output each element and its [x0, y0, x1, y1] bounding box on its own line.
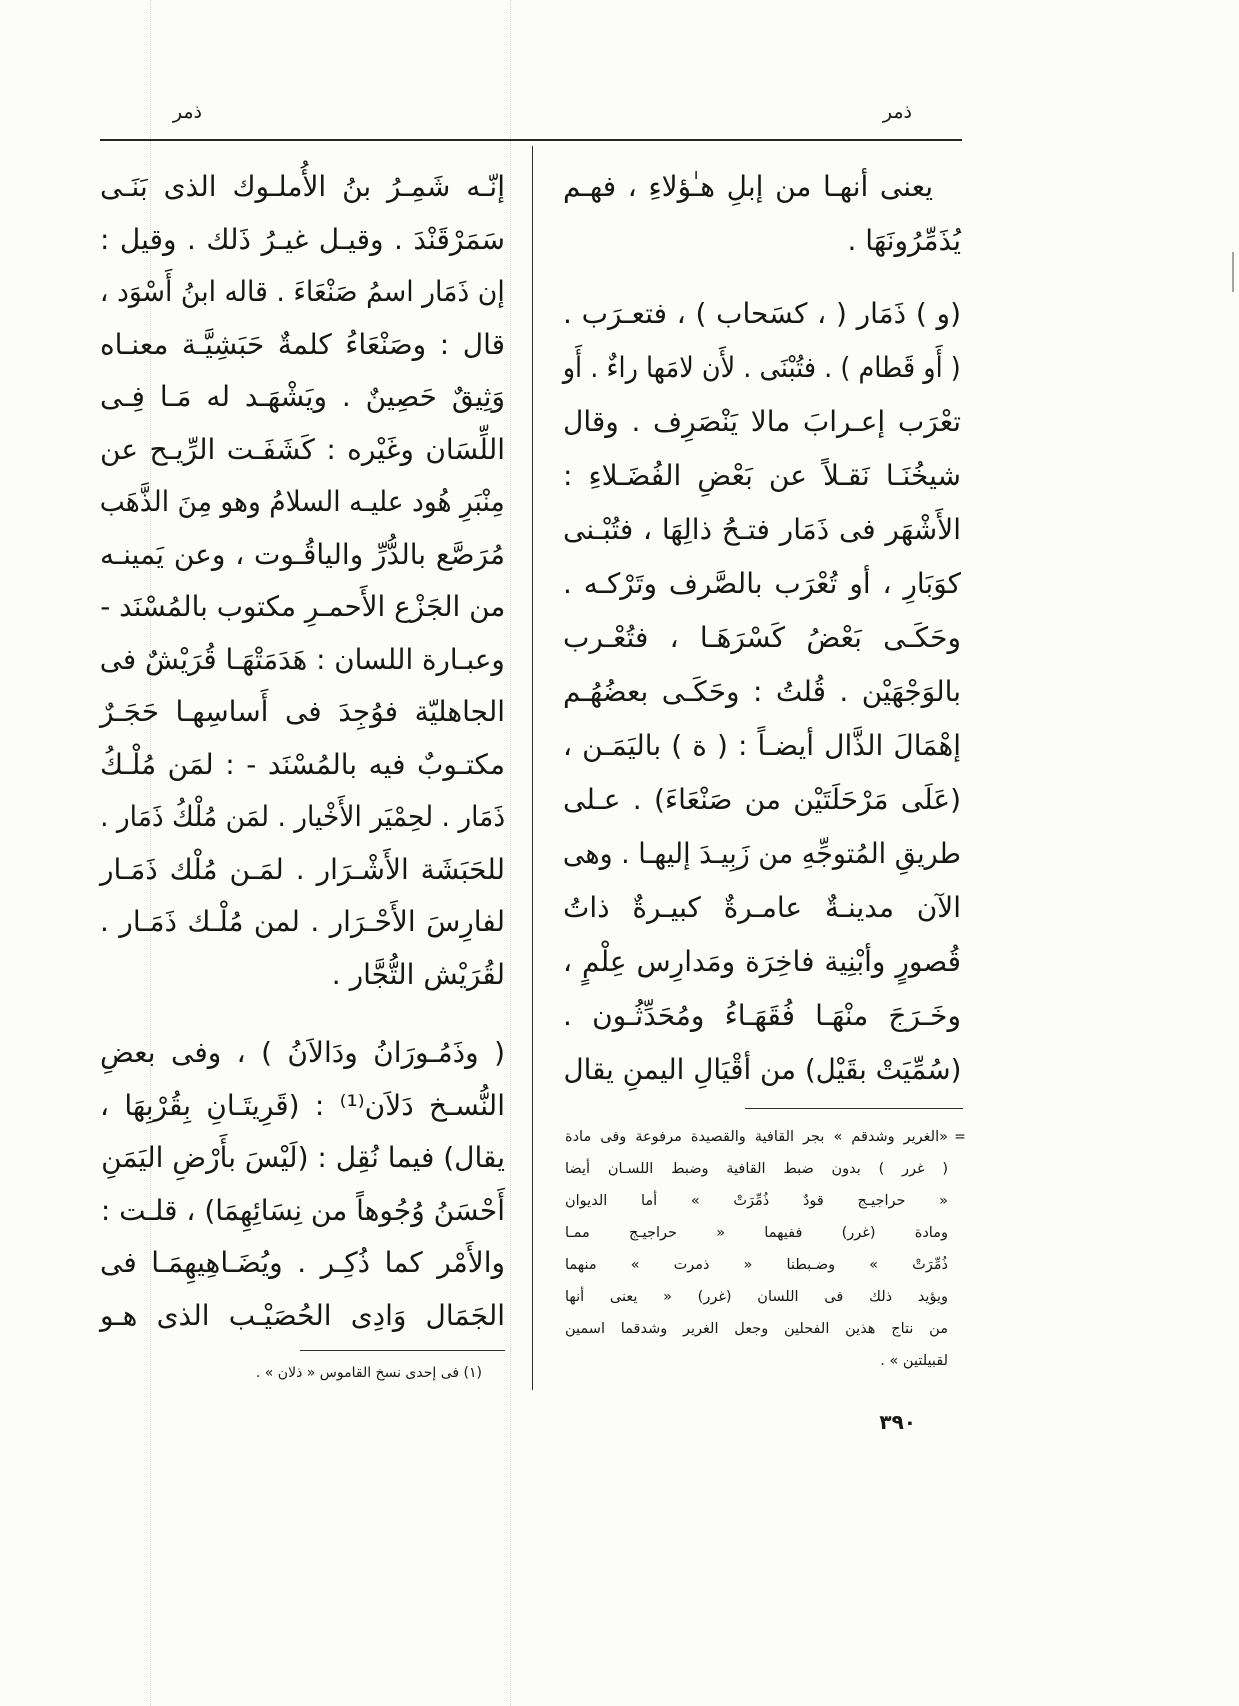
right-footnote [565, 1121, 948, 1377]
header-rule [100, 139, 962, 141]
text-line: يُذَمِّرُونَهَا . [847, 224, 961, 257]
text-line: إهْمَالَ الذَّال أيضـاً : ( ة ) باليَمَـن ، [563, 729, 961, 762]
text-line: كوَبَارِ ، أو تُعْرَب بالصَّرف وتَرْكـه . [563, 567, 961, 600]
text-line: وعبـارة اللسان : هَدَمَتْهَـا قُرَيْشٌ فى [100, 642, 505, 676]
text-line: وحَكَـى بَعْضُ كَسْرَهَـا ، فتُعْـرب [563, 621, 961, 654]
left-column [100, 161, 505, 1342]
text-line: أَحْسَنُ وُجُوهاً من نِسَائِهِمَا) ، قلـت : [100, 1193, 505, 1227]
text-line: ذَمَار . لحِمْيَر الأَخْيار . لمَن مُلْكُ ذَمَار . [100, 800, 505, 833]
text-line: النُّسـخ دَلاَن⁽¹⁾ : (قَرِيتَـانِ بِقُرْبِهَا ، [100, 1088, 505, 1122]
text-line: (عَلَى مَرْحَلَتَيْن من صَنْعَاءَ) . عـلى [563, 783, 961, 816]
text-line: يقال) فيما نُقِل : (لَيْسَ بأَرْضِ اليَمَنِ [101, 1141, 505, 1174]
text-line: (و ) ذَمَار ( ، كسَحاب ) ، فتعـرَب . [563, 297, 961, 330]
text-line: لفارِسَ الأَحْـرَار . لمن مُلْـك ذَمَـار . [100, 905, 505, 938]
text-line: مِنْبَرِ هُود عليـه السلامُ وهو مِنَ الذَّهَب [99, 485, 505, 518]
text-line: بالوَجْهَيْن . قُلتُ : وحَكَـى بعضُهُـم [563, 675, 961, 708]
text-line: شيخُنَـا نَقـلاً عن بَعْضِ الفُضَـلاءِ : [563, 459, 961, 492]
text-line: سَمَرْقَنْدَ . وقيـل غيـرُ ذَلك . وقيل : [100, 222, 505, 256]
text-line: قال : وصَنْعَاءُ كلمةٌ حَبَشِيَّـة معنـاه [100, 327, 505, 361]
footnote-line: ومادة (غرر) ففيهما « حراجيـج ممـا [565, 1225, 948, 1241]
text-line: الآن مدينـةٌ عامـرةٌ كبيـرةٌ ذاتُ [563, 891, 961, 924]
running-title-right: ذمر [882, 101, 912, 123]
footnote-line: ( غرر ) بدون ضبط القافية وضبط اللسـان أيضا [565, 1161, 948, 1177]
text-line: مكتـوبٌ فيه بالمُسْنَد - : لمَن مُلْـكُ [100, 747, 505, 781]
text-line: ( أَو قَطام ) . فتُبْنَى . لأَن لامَها راءٌ . أَو [562, 351, 961, 384]
footnote-rule-left [300, 1350, 505, 1351]
text-line: وخَـرَجَ منْهَـا فُقَهَـاءُ ومُحَدِّثُـون . [563, 999, 961, 1032]
text-line: مُرَصَّع بالدُّرِّ والياقُـوت ، وعن يَمينـه [100, 537, 505, 571]
text-line: الأَشْهَر فى ذَمَار فتـحُ ذالِهَا ، فتُبْـنى [563, 513, 961, 546]
text-line: اللِّسَان وغَيْره : كَشَفَـت الرِّيـح عن [100, 432, 505, 466]
footnote-line: ذُمِّرَتْ » وضـبطنا « ذمرت » منهما [565, 1257, 948, 1273]
page-number: ٣٩٠ [879, 1410, 916, 1434]
text-line: للحَبَشَة الأَشْـرَار . لمَـن مُلْك ذَمَـار [100, 852, 505, 886]
text-line: ( وذَمُـورَانُ ودَالاَنُ ) ، وفى بعضِ [100, 1036, 505, 1069]
text-line: وَثِيقٌ حَصِينٌ . ويَشْهَـد له مَـا فِـى [100, 380, 505, 413]
text-line: الجاهليّة فوُجِدَ فى أَساسِهـا حَجَـرٌ [100, 695, 505, 728]
text-line: تعْرَب إعـرابَ مالا يَنْصَرِف . وقال [563, 405, 961, 438]
scan-artifact-mark [1232, 252, 1234, 292]
text-line: إنّـه شَمِـرُ بنُ الأُملـوك الذى بَنَـى [100, 170, 505, 203]
text-line: والأَمْر كما ذُكِـر . ويُضَـاهِيهِمَـا فى [100, 1246, 505, 1279]
left-footnote [236, 1358, 482, 1388]
text-line: طريقِ المُتوجِّهِ من زَبِيـدَ إليهـا . وهى [563, 837, 961, 870]
footnote-continuation-mark: = [954, 1129, 966, 1145]
text-line: من الجَزْع الأَحمـرِ مكتوب بالمُسْنَد - [100, 590, 505, 623]
footnote-line: (١) فى إحدى نسخ القاموس « ذلان » . [255, 1365, 482, 1381]
footnote-line: ويؤيد ذلك فى اللسان (غرر) « يعنى أنها [565, 1289, 948, 1305]
footnote-rule-right [745, 1108, 963, 1109]
running-title-left: ذمر [172, 101, 202, 123]
right-column [563, 160, 961, 1097]
footnote-line: «الغرير وشدقم » بجر القافية والقصيدة مرفوعة وفى مادة [565, 1129, 948, 1145]
text-line: لقُرَيْش التُّجَّار . [331, 957, 505, 991]
text-line: (سُمِّيَتْ بقَيْل) من أقْيَالِ اليمنِ يقال [562, 1053, 961, 1086]
column-divider [532, 146, 533, 1390]
footnote-line: من نتاج هذين الفحلين وجعل الغرير وشدقما اسمين [565, 1321, 948, 1337]
scan-artifact-line [510, 0, 511, 1706]
text-line: إن ذَمَار اسمُ صَنْعَاءَ . قاله ابنُ أَسْوَد ، [100, 275, 505, 308]
text-line: الجَمَال وَادِى الحُصَيْـب الذى هـو [100, 1298, 505, 1332]
text-line: قُصورٍ وأبْنِية فاخِرَة ومَدارِس عِلْمٍ ، [563, 945, 961, 978]
footnote-line: « حراجيـج قودٌ ذُمِّرَتْ » أما الديوان [565, 1193, 948, 1209]
footnote-line: لقبيلتين » . [880, 1353, 948, 1369]
text-line: يعنى أنهـا من إبلِ هـٰؤلاءِ ، فهـم [563, 170, 933, 203]
